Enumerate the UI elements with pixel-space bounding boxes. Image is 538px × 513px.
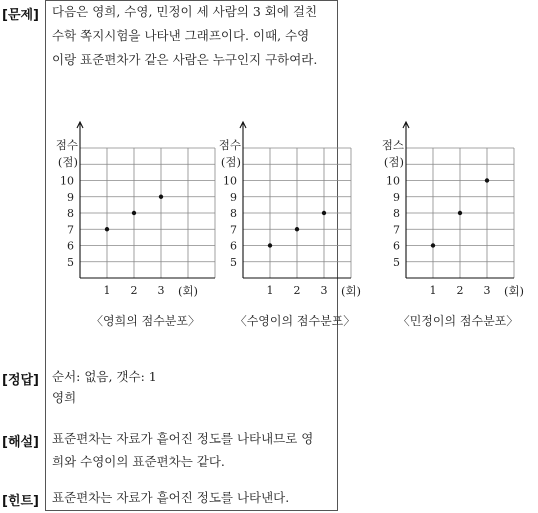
y-tick-label: 7 bbox=[230, 223, 237, 237]
y-tick-label: 5 bbox=[393, 255, 400, 269]
problem-line-3: 이랑 표준편차가 같은 사람은 누구인지 구하여라. bbox=[52, 52, 318, 67]
y-tick-label: 9 bbox=[230, 190, 237, 204]
x-axis-label: (회) bbox=[503, 284, 525, 298]
chart-minjung bbox=[382, 122, 524, 328]
data-point bbox=[268, 243, 272, 247]
problem-tag: [문제] bbox=[2, 8, 39, 23]
data-point bbox=[159, 195, 163, 199]
x-axis-label: (회) bbox=[177, 284, 199, 298]
chart-suyoung bbox=[219, 122, 361, 328]
y-tick-label: 5 bbox=[67, 255, 74, 269]
y-tick-label: 7 bbox=[67, 223, 74, 237]
x-tick-label: 3 bbox=[320, 284, 328, 297]
answer-tag: [정답] bbox=[2, 373, 39, 388]
x-tick-label: 2 bbox=[456, 284, 464, 297]
hint-tag: [힌트] bbox=[2, 494, 39, 509]
y-tick-label: 10 bbox=[386, 174, 400, 188]
y-tick-label: 10 bbox=[223, 174, 237, 188]
y-tick-label: 6 bbox=[393, 239, 400, 253]
chart-younghee bbox=[56, 122, 215, 328]
y-tick-label: 10 bbox=[60, 174, 74, 188]
y-tick-label: 6 bbox=[67, 239, 74, 253]
data-point bbox=[322, 211, 326, 215]
hint-line-1: 표준편차는 자료가 흩어진 정도를 나타낸다. bbox=[52, 490, 290, 505]
x-tick-label: 2 bbox=[293, 284, 301, 297]
y-axis-unit: (점) bbox=[220, 155, 241, 169]
y-tick-label: 9 bbox=[67, 190, 74, 204]
chart-title: 〈민정이의 점수분포〉 bbox=[397, 314, 519, 328]
y-tick-label: 9 bbox=[393, 190, 400, 204]
explanation-line-1: 표준편차는 자료가 흩어진 정도를 나타내므로 영 bbox=[52, 431, 314, 446]
x-tick-label: 2 bbox=[130, 284, 138, 297]
explanation-tag: [해설] bbox=[2, 435, 39, 450]
y-axis-unit: (점) bbox=[383, 155, 404, 169]
chart-title: 〈수영이의 점수분포〉 bbox=[234, 314, 356, 328]
y-axis-label: 점스 bbox=[381, 138, 404, 152]
y-axis-unit: (점) bbox=[57, 155, 78, 169]
data-point bbox=[105, 227, 109, 231]
x-tick-label: 3 bbox=[157, 284, 165, 297]
x-tick-label: 1 bbox=[429, 284, 437, 297]
x-axis-label: (회) bbox=[340, 284, 362, 298]
data-point bbox=[132, 211, 136, 215]
explanation-line-2: 희와 수영이의 표준편차는 같다. bbox=[52, 454, 225, 469]
y-tick-label: 8 bbox=[67, 207, 74, 220]
x-tick-label: 1 bbox=[103, 284, 111, 297]
data-point bbox=[485, 178, 489, 182]
x-tick-label: 3 bbox=[483, 284, 491, 297]
y-tick-label: 8 bbox=[393, 207, 400, 220]
y-tick-label: 7 bbox=[393, 223, 400, 237]
answer-line-2: 영희 bbox=[52, 390, 77, 405]
y-tick-label: 8 bbox=[230, 207, 237, 220]
problem-line-2: 수학 쪽지시험을 나타낸 그래프이다. 이때, 수영 bbox=[52, 28, 310, 43]
y-axis-label: 점수 bbox=[218, 138, 241, 152]
answer-line-1: 순서: 없음, 갯수: 1 bbox=[52, 369, 157, 384]
data-point bbox=[295, 227, 299, 231]
y-axis-label: 점수 bbox=[55, 138, 78, 152]
chart-title: 〈영희의 점수분포〉 bbox=[91, 314, 200, 328]
y-tick-label: 5 bbox=[230, 255, 237, 269]
problem-line-1: 다음은 영희, 수영, 민정이 세 사람의 3 회에 걸친 bbox=[52, 4, 318, 19]
x-tick-label: 1 bbox=[266, 284, 274, 297]
data-point bbox=[431, 243, 435, 247]
y-tick-label: 6 bbox=[230, 239, 237, 253]
data-point bbox=[458, 211, 462, 215]
